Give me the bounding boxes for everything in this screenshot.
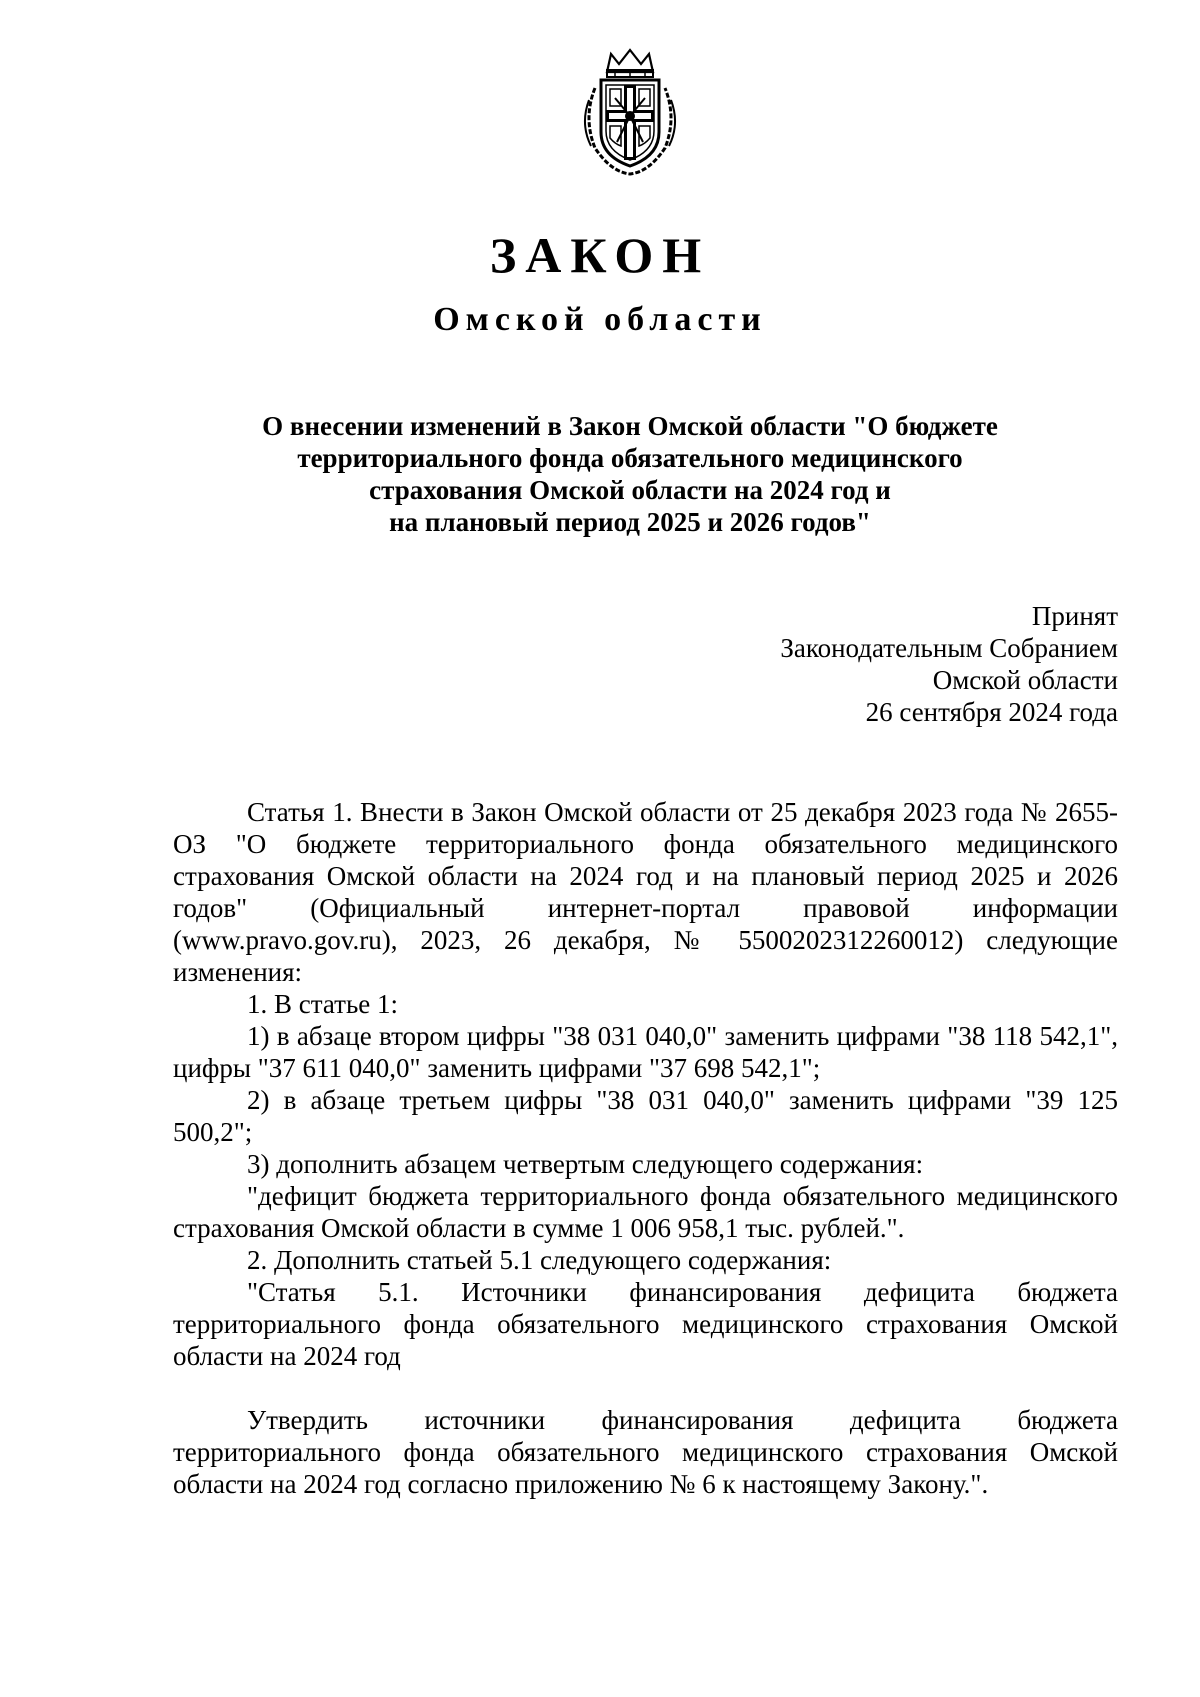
item-2-paragraph: 2. Дополнить статьей 5.1 следующего содержания: (247, 1245, 832, 1275)
deficit-paragraph: "дефицит бюджета территориального фонда обязательного медицинского страхования Омской области в сумме 1 006 958,1 тыс. рублей.". (173, 1181, 1118, 1243)
subitem-2-paragraph: 2) в абзаце третьем цифры "38 031 040,0" заменить цифрами "39 125 500,2"; (173, 1085, 1118, 1147)
adoption-body: Законодательным Собранием (780, 633, 1118, 663)
law-title-line: страхования Омской области на 2024 год и (369, 475, 891, 505)
omsk-region-coat-of-arms-icon (577, 48, 683, 176)
approve-sources-paragraph: Утвердить источники финансирования дефицита бюджета территориального фонда обязательного медицинского страхования Омской области на 2024 год согласно приложению № 6 к настоящему Закону.". (173, 1405, 1118, 1499)
article-5-1-heading: "Статья 5.1. Источники финансирования дефицита бюджета территориального фонда обязательного медицинского страхования Омской области на 2024 год (173, 1277, 1118, 1371)
item-1-paragraph: 1. В статье 1: (247, 989, 399, 1019)
law-title-line: территориального фонда обязательного медицинского (297, 443, 963, 473)
law-title-line: О внесении изменений в Закон Омской области "О бюджете (262, 411, 998, 441)
subitem-3-paragraph: 3) дополнить абзацем четвертым следующего содержания: (247, 1149, 924, 1179)
region-heading: Омской области (433, 301, 767, 338)
subitem-1-paragraph: 1) в абзаце втором цифры "38 031 040,0" заменить цифрами "38 118 542,1", цифры "37 611 040,0" заменить цифрами "37 698 542,1"; (173, 1021, 1118, 1083)
adoption-status: Принят (1031, 601, 1118, 631)
law-body (173, 796, 1118, 1500)
adoption-block (780, 600, 1118, 728)
article-1-paragraph: Статья 1. Внести в Закон Омской области от 25 декабря 2023 года № 2655-ОЗ "О бюджете территориального фонда обязательного медицинского страхования Омской области на 2024 год и на плановый период 2025 и 2026 годов" (Официальный интернет-портал правовой информации (www.pravo.gov.ru), 2023, 26 декабря, № 5500202312260012) следующие изменения: (173, 797, 1118, 987)
document-type-heading: ЗАКОН (489, 227, 711, 283)
adoption-region: Омской области (932, 665, 1118, 695)
law-title (220, 410, 1040, 538)
adoption-date: 26 сентября 2024 года (865, 697, 1118, 727)
law-title-line: на плановый период 2025 и 2026 годов" (389, 507, 871, 537)
